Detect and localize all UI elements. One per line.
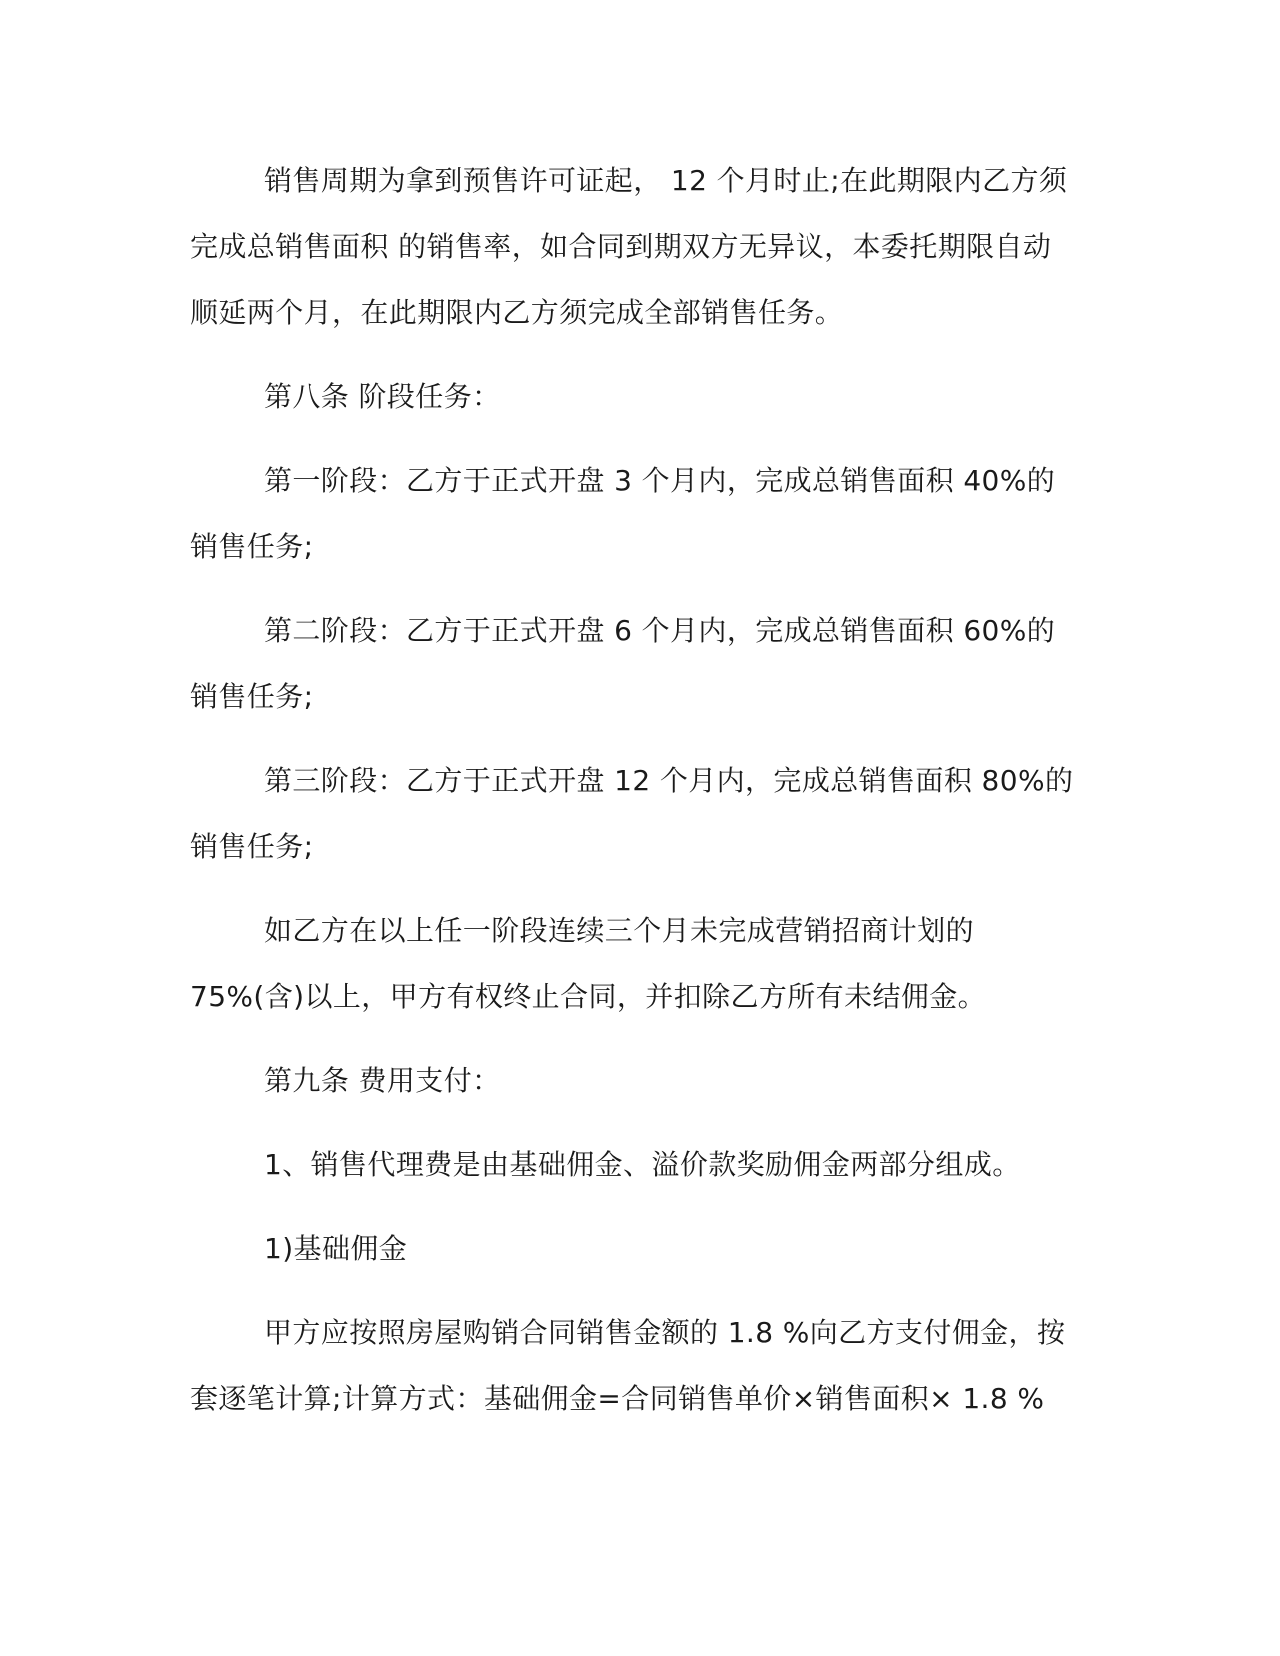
text-line: 第一阶段：乙方于正式开盘 3 个月内，完成总销售面积 40%的 — [264, 464, 1056, 497]
paragraph — [190, 1300, 1090, 1432]
paragraph — [190, 898, 1090, 1030]
text-line: 1)基础佣金 — [264, 1232, 408, 1265]
text-line: 1、销售代理费是由基础佣金、溢价款奖励佣金两部分组成。 — [264, 1148, 1021, 1181]
text-line: 销售任务; — [190, 830, 314, 863]
paragraph — [190, 1048, 1090, 1114]
paragraph — [190, 1132, 1090, 1198]
paragraph — [190, 448, 1090, 580]
text-line: 销售周期为拿到预售许可证起， 12 个月时止;在此期限内乙方须 — [264, 164, 1068, 197]
text-line: 75%(含)以上，甲方有权终止合同，并扣除乙方所有未结佣金。 — [190, 980, 987, 1013]
text-line: 甲方应按照房屋购销合同销售金额的 1.8 %向乙方支付佣金，按 — [264, 1316, 1066, 1349]
paragraph — [190, 148, 1090, 346]
text-line: 第九条 费用支付： — [264, 1064, 501, 1097]
text-line: 第三阶段：乙方于正式开盘 12 个月内，完成总销售面积 80%的 — [264, 764, 1074, 797]
text-line: 顺延两个月，在此期限内乙方须完成全部销售任务。 — [190, 296, 844, 329]
text-line: 套逐笔计算;计算方式：基础佣金=合同销售单价×销售面积× 1.8 % — [190, 1382, 1045, 1415]
text-line: 销售任务; — [190, 680, 314, 713]
text-line: 如乙方在以上任一阶段连续三个月未完成营销招商计划的 — [264, 914, 975, 947]
paragraph — [190, 748, 1090, 880]
document-body — [190, 148, 1090, 1450]
text-line: 第二阶段：乙方于正式开盘 6 个月内，完成总销售面积 60%的 — [264, 614, 1056, 647]
text-line: 完成总销售面积 的销售率，如合同到期双方无异议，本委托期限自动 — [190, 230, 1052, 263]
paragraph — [190, 1216, 1090, 1282]
text-line: 第八条 阶段任务： — [264, 380, 501, 413]
paragraph — [190, 364, 1090, 430]
text-line: 销售任务; — [190, 530, 314, 563]
paragraph — [190, 598, 1090, 730]
